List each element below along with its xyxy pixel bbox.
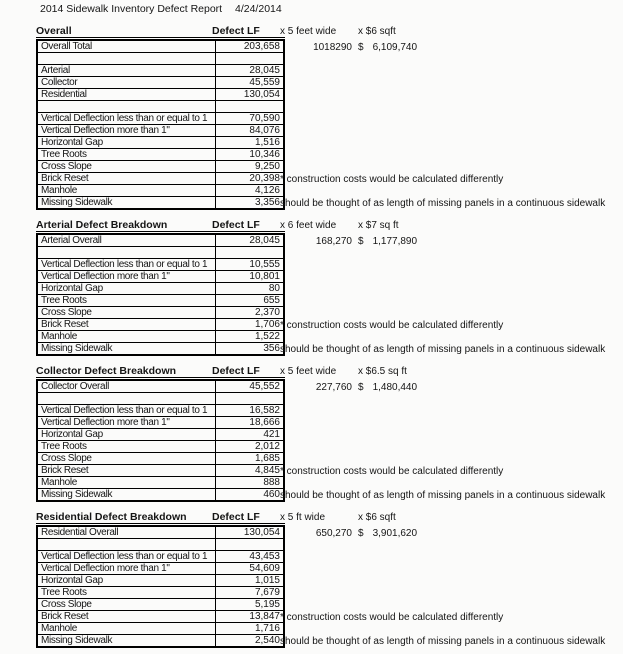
defect-label-cell: Manhole	[37, 185, 216, 197]
defect-label-cell: Cross Slope	[37, 599, 216, 611]
defect-value-cell: 1,516	[216, 137, 285, 149]
table-row	[37, 635, 284, 648]
section-overall	[36, 26, 623, 210]
currency-symbol: $	[358, 528, 364, 539]
defect-label-cell: Residential Overall	[37, 526, 216, 539]
defect-value-cell: 2,012	[216, 441, 285, 453]
defect-label-cell: Brick Reset	[37, 319, 216, 331]
table-row	[37, 113, 284, 125]
area-sqft-value: 650,270	[315, 528, 352, 539]
defect-label-cell: Missing Sidewalk	[37, 489, 216, 502]
defect-value-cell: 54,609	[216, 563, 285, 575]
defect-table	[36, 39, 285, 210]
defect-value-cell: 1,706	[216, 319, 285, 331]
area-sqft-value: 227,760	[315, 382, 352, 393]
defect-label-cell: Horizontal Gap	[37, 575, 216, 587]
defect-value-cell: 45,552	[216, 380, 285, 393]
defect-value-cell: 20,398	[216, 173, 285, 185]
defect-label-cell	[37, 53, 216, 65]
annotation-missing: should be thought of as length of missing panels in a continuous sidewalk	[280, 344, 606, 355]
cost-amount: 3,901,620	[372, 528, 418, 539]
table-row	[37, 417, 284, 429]
defect-value-cell: 18,666	[216, 417, 285, 429]
price-multiplier-label: x $6 sqft	[358, 26, 396, 37]
table-row	[37, 77, 284, 89]
table-row	[37, 307, 284, 319]
defect-label-cell: Tree Roots	[37, 295, 216, 307]
currency-symbol: $	[358, 236, 364, 247]
defect-value-cell: 9,250	[216, 161, 285, 173]
annotation-missing: should be thought of as length of missing panels in a continuous sidewalk	[280, 490, 606, 501]
annotation-missing: should be thought of as length of missing panels in a continuous sidewalk	[280, 636, 606, 647]
defect-label-cell: Manhole	[37, 331, 216, 343]
defect-label-cell	[37, 393, 216, 405]
defect-lf-column-header: Defect LF	[212, 25, 260, 37]
defect-label-cell: Brick Reset	[37, 465, 216, 477]
table-row	[37, 331, 284, 343]
table-row	[37, 283, 284, 295]
defect-value-cell: 130,054	[216, 526, 285, 539]
area-sqft-value: 168,270	[315, 236, 352, 247]
defect-value-cell: 421	[216, 429, 285, 441]
currency-symbol: $	[358, 382, 364, 393]
defect-label-cell: Tree Roots	[37, 587, 216, 599]
defect-lf-column-header: Defect LF	[212, 219, 260, 231]
defect-value-cell: 356	[216, 343, 285, 356]
defect-value-cell: 2,540	[216, 635, 285, 648]
cost-value	[358, 382, 417, 393]
table-row	[37, 65, 284, 77]
defect-value-cell: 1,716	[216, 623, 285, 635]
defect-label-cell: Brick Reset	[37, 611, 216, 623]
defect-value-cell: 84,076	[216, 125, 285, 137]
annotation-construction: * construction costs would be calculated differently	[280, 612, 504, 623]
defect-value-cell: 4,845	[216, 465, 285, 477]
defect-value-cell: 16,582	[216, 405, 285, 417]
defect-table	[36, 233, 285, 356]
table-row	[37, 623, 284, 635]
section-header	[36, 366, 285, 378]
defect-label-cell: Cross Slope	[37, 161, 216, 173]
price-multiplier-label: x $7 sq ft	[358, 220, 399, 231]
table-row	[37, 137, 284, 149]
defect-label-cell	[37, 539, 216, 551]
section-collector	[36, 366, 623, 502]
annotation-missing: should be thought of as length of missing panels in a continuous sidewalk	[280, 198, 606, 209]
table-row	[37, 599, 284, 611]
cost-amount: 1,480,440	[372, 382, 418, 393]
table-row	[37, 259, 284, 271]
defect-value-cell	[216, 247, 285, 259]
defect-value-cell: 1,522	[216, 331, 285, 343]
table-row	[37, 173, 284, 185]
defect-label-cell: Vertical Deflection more than 1"	[37, 125, 216, 137]
defect-label-cell: Horizontal Gap	[37, 429, 216, 441]
defect-label-cell: Vertical Deflection more than 1"	[37, 563, 216, 575]
defect-value-cell: 130,054	[216, 89, 285, 101]
table-row	[37, 465, 284, 477]
table-row	[37, 53, 284, 65]
defect-label-cell: Cross Slope	[37, 307, 216, 319]
defect-value-cell: 3,356	[216, 197, 285, 210]
table-row	[37, 539, 284, 551]
defect-value-cell: 655	[216, 295, 285, 307]
defect-value-cell: 1,015	[216, 575, 285, 587]
defect-value-cell: 1,685	[216, 453, 285, 465]
width-multiplier-label: x 5 feet wide	[280, 26, 337, 37]
cost-value	[358, 42, 417, 53]
defect-value-cell	[216, 53, 285, 65]
defect-value-cell: 888	[216, 477, 285, 489]
width-multiplier-label: x 5 ft wide	[280, 512, 326, 523]
table-row	[37, 247, 284, 259]
defect-value-cell	[216, 539, 285, 551]
table-row	[37, 234, 284, 247]
defect-label-cell: Vertical Deflection less than or equal to 1	[37, 551, 216, 563]
defect-value-cell: 10,801	[216, 271, 285, 283]
table-row	[37, 125, 284, 137]
defect-value-cell: 45,559	[216, 77, 285, 89]
defect-label-cell	[37, 247, 216, 259]
defect-label-cell: Brick Reset	[37, 173, 216, 185]
table-row	[37, 563, 284, 575]
table-row	[37, 587, 284, 599]
defect-label-cell: Tree Roots	[37, 441, 216, 453]
defect-value-cell: 4,126	[216, 185, 285, 197]
section-residential	[36, 512, 623, 648]
table-row	[37, 453, 284, 465]
table-row	[37, 161, 284, 173]
defect-label-cell: Manhole	[37, 477, 216, 489]
defect-label-cell: Cross Slope	[37, 453, 216, 465]
defect-label-cell: Vertical Deflection less than or equal to 1	[37, 259, 216, 271]
defect-table	[36, 525, 285, 648]
annotation-construction: * construction costs would be calculated differently	[280, 466, 504, 477]
price-multiplier-label: x $6 sqft	[358, 512, 396, 523]
defect-label-cell: Horizontal Gap	[37, 137, 216, 149]
annotation-construction: * construction costs would be calculated differently	[280, 174, 504, 185]
table-row	[37, 295, 284, 307]
defect-lf-column-header: Defect LF	[212, 511, 260, 523]
defect-value-cell: 10,555	[216, 259, 285, 271]
cost-amount: 6,109,740	[372, 42, 418, 53]
defect-lf-column-header: Defect LF	[212, 365, 260, 377]
defect-label-cell: Manhole	[37, 623, 216, 635]
defect-label-cell: Missing Sidewalk	[37, 635, 216, 648]
defect-value-cell: 460	[216, 489, 285, 502]
defect-label-cell: Arterial	[37, 65, 216, 77]
defect-label-cell: Residential	[37, 89, 216, 101]
defect-label-cell: Collector Overall	[37, 380, 216, 393]
table-row	[37, 343, 284, 356]
defect-label-cell: Missing Sidewalk	[37, 343, 216, 356]
section-title: Collector Defect Breakdown	[36, 366, 177, 377]
table-row	[37, 271, 284, 283]
table-row	[37, 405, 284, 417]
defect-value-cell: 10,346	[216, 149, 285, 161]
cost-value	[358, 236, 417, 247]
section-arterial	[36, 220, 623, 356]
defect-label-cell: Tree Roots	[37, 149, 216, 161]
annotation-construction: * construction costs would be calculated differently	[280, 320, 504, 331]
defect-value-cell: 7,679	[216, 587, 285, 599]
table-row	[37, 429, 284, 441]
section-header	[36, 26, 285, 38]
defect-label-cell: Horizontal Gap	[37, 283, 216, 295]
document-date: 4/24/2014	[235, 3, 282, 15]
table-row	[37, 477, 284, 489]
width-multiplier-label: x 5 feet wide	[280, 366, 337, 377]
defect-value-cell: 43,453	[216, 551, 285, 563]
defect-label-cell: Missing Sidewalk	[37, 197, 216, 210]
table-row	[37, 89, 284, 101]
defect-label-cell: Vertical Deflection more than 1"	[37, 271, 216, 283]
table-row	[37, 319, 284, 331]
defect-label-cell	[37, 101, 216, 113]
currency-symbol: $	[358, 42, 364, 53]
width-multiplier-label: x 6 feet wide	[280, 220, 337, 231]
defect-label-cell: Collector	[37, 77, 216, 89]
table-row	[37, 149, 284, 161]
defect-table	[36, 379, 285, 502]
table-row	[37, 380, 284, 393]
defect-label-cell: Vertical Deflection less than or equal to 1	[37, 405, 216, 417]
defect-value-cell	[216, 393, 285, 405]
section-title: Arterial Defect Breakdown	[36, 220, 168, 231]
document-header	[36, 3, 623, 26]
defect-label-cell: Overall Total	[37, 40, 216, 53]
document-title: 2014 Sidewalk Inventory Defect Report	[40, 3, 223, 15]
defect-label-cell: Arterial Overall	[37, 234, 216, 247]
table-row	[37, 489, 284, 502]
section-header	[36, 220, 285, 232]
defect-value-cell	[216, 101, 285, 113]
section-header	[36, 512, 285, 524]
table-row	[37, 101, 284, 113]
defect-value-cell: 80	[216, 283, 285, 295]
table-row	[37, 40, 284, 53]
defect-value-cell: 28,045	[216, 65, 285, 77]
section-title: Overall	[36, 26, 72, 37]
defect-label-cell: Vertical Deflection less than or equal to 1	[37, 113, 216, 125]
defect-label-cell: Vertical Deflection more than 1"	[37, 417, 216, 429]
table-row	[37, 575, 284, 587]
table-row	[37, 526, 284, 539]
defect-value-cell: 28,045	[216, 234, 285, 247]
defect-value-cell: 70,590	[216, 113, 285, 125]
cost-value	[358, 528, 417, 539]
table-row	[37, 197, 284, 210]
table-row	[37, 551, 284, 563]
defect-value-cell: 203,658	[216, 40, 285, 53]
cost-amount: 1,177,890	[372, 236, 418, 247]
defect-value-cell: 5,195	[216, 599, 285, 611]
area-sqft-value: 1018290	[313, 42, 352, 53]
section-title: Residential Defect Breakdown	[36, 512, 187, 523]
table-row	[37, 441, 284, 453]
table-row	[37, 611, 284, 623]
table-row	[37, 185, 284, 197]
table-row	[37, 393, 284, 405]
defect-value-cell: 2,370	[216, 307, 285, 319]
defect-value-cell: 13,847	[216, 611, 285, 623]
price-multiplier-label: x $6.5 sq ft	[358, 366, 407, 377]
